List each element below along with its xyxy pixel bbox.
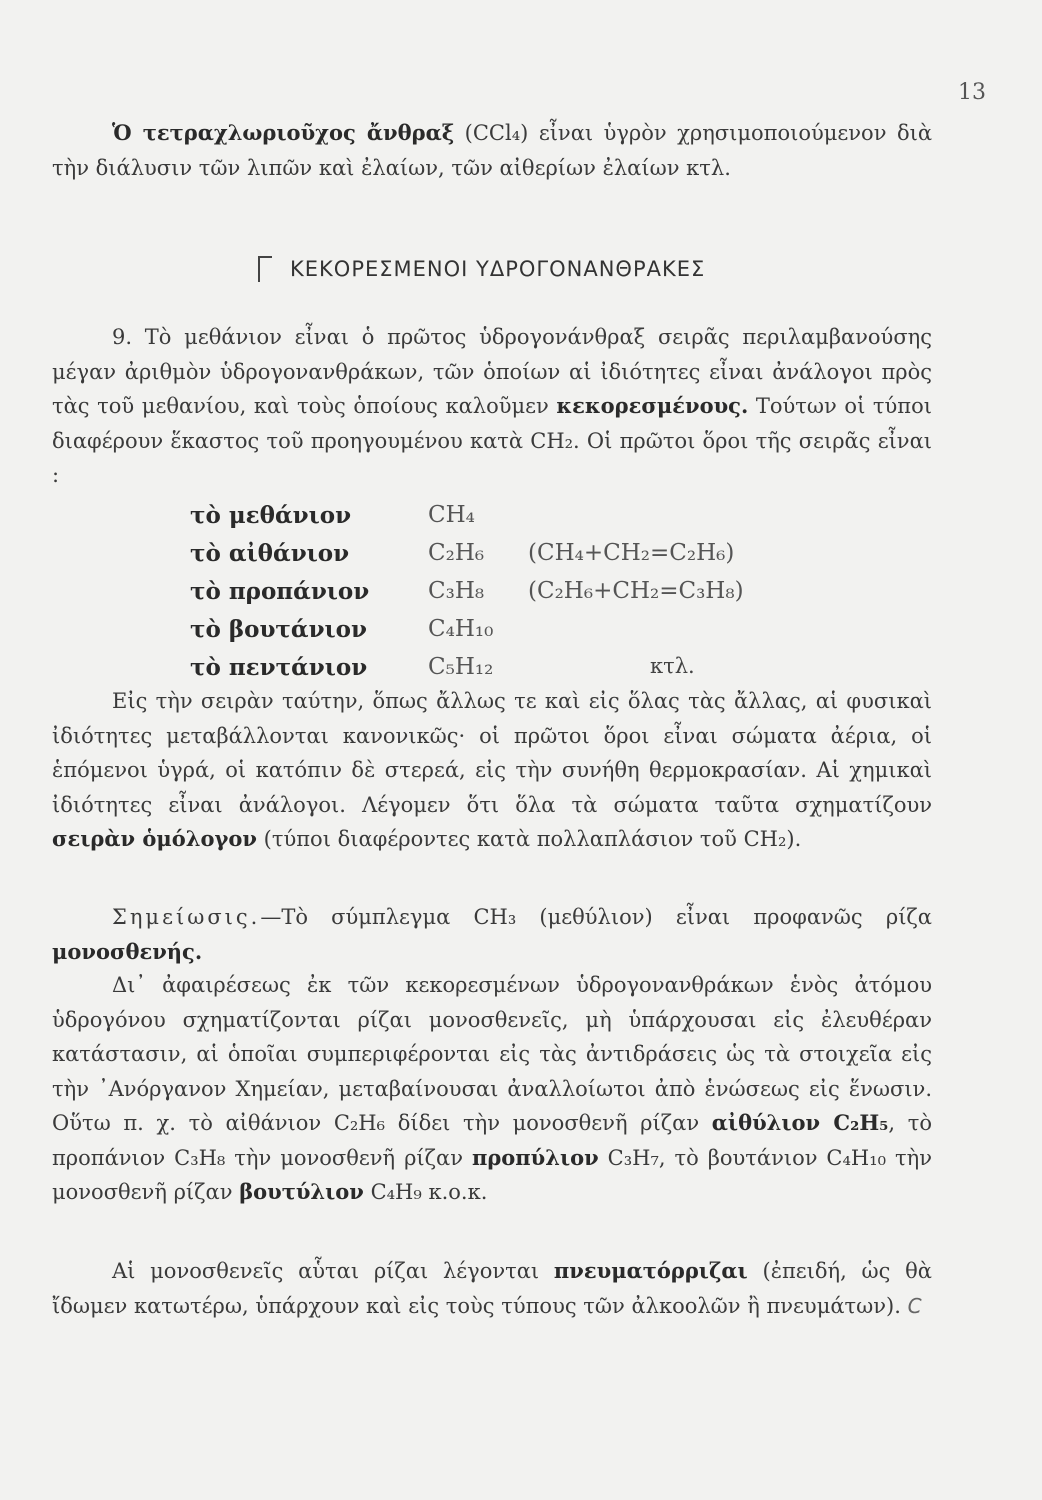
series-row <box>190 502 750 540</box>
radicals-text-c: C₃H₇, τὸ βουτάνιον C₄H₁₀ τὴν μονοσθενῆ ρίζαν <box>52 1145 932 1204</box>
radicals-text-b: , τὸ προπάνιον C₃H₈ τὴν μονοσθενῆ ρίζαν <box>52 1111 932 1170</box>
radicals-text-a: Δι᾽ ἀφαιρέσεως ἐκ τῶν κεκορεσμένων ὑδρογονανθράκων ἑνὸς ἀτόμου ὑδρογόνου σχηματίζονται ρίζαι μονοσθενεῖς, μὴ ὑπάρχουσαι εἰς ἐλευθέραν κατάστασιν, αἱ ὁποῖαι συμπεριφέρονται εἰς τὰς ἀντιδράσεις ὡς τὰ στοιχεῖα εἰς τὴν ᾽Ανόργανον Χημείαν, μεταβαίνουσαι ἀναλλοίωτοι ἀπὸ ἑνώσεως εἰς ἕνωσιν. Οὕτω π. χ. τὸ αἰθάνιον C₂H₆ δίδει τὴν μονοσθενῆ ρίζαν <box>52 973 932 1135</box>
heading-bracket-mark <box>258 256 272 282</box>
properties-bold: σειρὰν ὁμόλογον <box>52 826 257 851</box>
properties-text-a: Εἰς τὴν σειρὰν ταύτην, ὅπως ἄλλως τε καὶ εἰς ὅλας τὰς ἄλλας, αἱ φυσικαὶ ἰδιότητες μεταβάλλονται κανονικῶς· οἱ πρῶτοι ὅροι εἶναι σώματα ἀέρια, οἱ ἑπόμενοι ὑγρά, οἱ κατόπιν δὲ στερεά, εἰς τὴν συνήθη θερμοκρασίαν. Αἱ χημικαὶ ἰδιότητες εἶναι ἀνάλογοι. Λέγομεν ὅτι ὅλα τὰ σώματα ταῦτα σχηματίζουν <box>52 689 932 817</box>
section-heading <box>258 256 705 282</box>
p9-text-a: 9. Τὸ μεθάνιον εἶναι ὁ πρῶτος ὑδρογονάνθραξ σειρᾶς περιλαμβανούσης μέγαν ἀριθμὸν ὑδρογονανθράκων, τῶν ὁποίων αἱ ἰδιότητες εἶναι ἀνάλογοι πρὸς τὰς τοῦ μεθανίου, καὶ τοὺς ὁποίους καλοῦμεν <box>52 325 932 418</box>
series-formula: C₂H₆ <box>428 540 485 566</box>
radicals-bold-3: βουτύλιον <box>239 1179 364 1204</box>
series-name: τὸ πεντάνιον <box>190 654 368 681</box>
note-text: —Τὸ σύμπλεγμα CH₃ (μεθύλιον) εἶναι προφανῶς ρίζα <box>260 905 932 929</box>
series-name: τὸ προπάνιον <box>190 578 370 605</box>
p9-bold: κεκορεσμένους. <box>556 393 749 418</box>
radicals-bold-2: προπύλιον <box>471 1144 599 1170</box>
series-derivation: (CH₄+CH₂=C₂H₆) <box>528 540 735 566</box>
series-etc: κτλ. <box>650 654 695 678</box>
series-formula: C₄H₁₀ <box>428 616 494 642</box>
paragraph-9 <box>52 320 932 493</box>
paragraph-ccl4 <box>52 116 932 185</box>
ccl4-text: (CCl₄) εἶναι ὑγρὸν χρησιμοποιούμενον διὰ τὴν διάλυσιν τῶν λιπῶν καὶ ἐλαίων, τῶν αἰθερίων ἐλαίων κτλ. <box>52 121 932 180</box>
note-bold: μονοσθενής. <box>52 938 203 964</box>
page-number: 13 <box>958 80 986 105</box>
series-formula: C₅H₁₂ <box>428 654 494 680</box>
series-name: τὸ βουτάνιον <box>190 616 367 643</box>
radicals-text-d: C₄H₉ κ.ο.κ. <box>370 1180 488 1204</box>
paragraph-alcohol <box>52 1254 932 1323</box>
paragraph-note <box>52 900 932 969</box>
alcohol-text-a: Αἱ μονοσθενεῖς αὗται ρίζαι λέγονται <box>112 1259 540 1283</box>
alcohol-text-b: (ἐπειδή, ὡς θὰ ἴδωμεν κατωτέρω, ὑπάρχουν καὶ εἰς τοὺς τύπους τῶν ἀλκοολῶν ἢ πνευμάτων). <box>52 1259 932 1318</box>
radicals-bold-1: αἰθύλιον C₂H₅ <box>711 1110 889 1135</box>
series-formula: CH₄ <box>428 502 475 528</box>
series-name: τὸ αἰθάνιον <box>190 540 350 567</box>
series-row <box>190 616 750 654</box>
ccl4-subject: Ὁ τετραχλωριοῦχος ἄνθραξ <box>112 120 455 145</box>
homologous-series-list <box>190 502 750 692</box>
alcohol-bold: πνευματόρριζαι <box>553 1258 748 1283</box>
note-label: Σημείωσις. <box>112 905 261 929</box>
section-heading-text: ΚΕΚΟΡΕΣΜΕΝΟΙ ΥΔΡΟΓΟΝΑΝΘΡΑΚΕΣ <box>290 257 706 281</box>
p9-text-b: Τούτων οἱ τύποι διαφέρουν ἕκαστος τοῦ προηγουμένου κατὰ CH₂. Οἱ πρῶτοι ὅροι τῆς σειρᾶς εἶναι : <box>52 394 932 487</box>
handwritten-mark: C <box>907 1293 922 1318</box>
series-formula: C₃H₈ <box>428 578 485 604</box>
series-row <box>190 540 750 578</box>
properties-text-b: (τύποι διαφέροντες κατὰ πολλαπλάσιον τοῦ CH₂). <box>263 827 802 851</box>
series-row <box>190 578 750 616</box>
series-name: τὸ μεθάνιον <box>190 502 352 529</box>
series-derivation: (C₂H₆+CH₂=C₃H₈) <box>528 578 744 604</box>
paragraph-properties <box>52 684 932 857</box>
paragraph-radicals <box>52 968 932 1210</box>
